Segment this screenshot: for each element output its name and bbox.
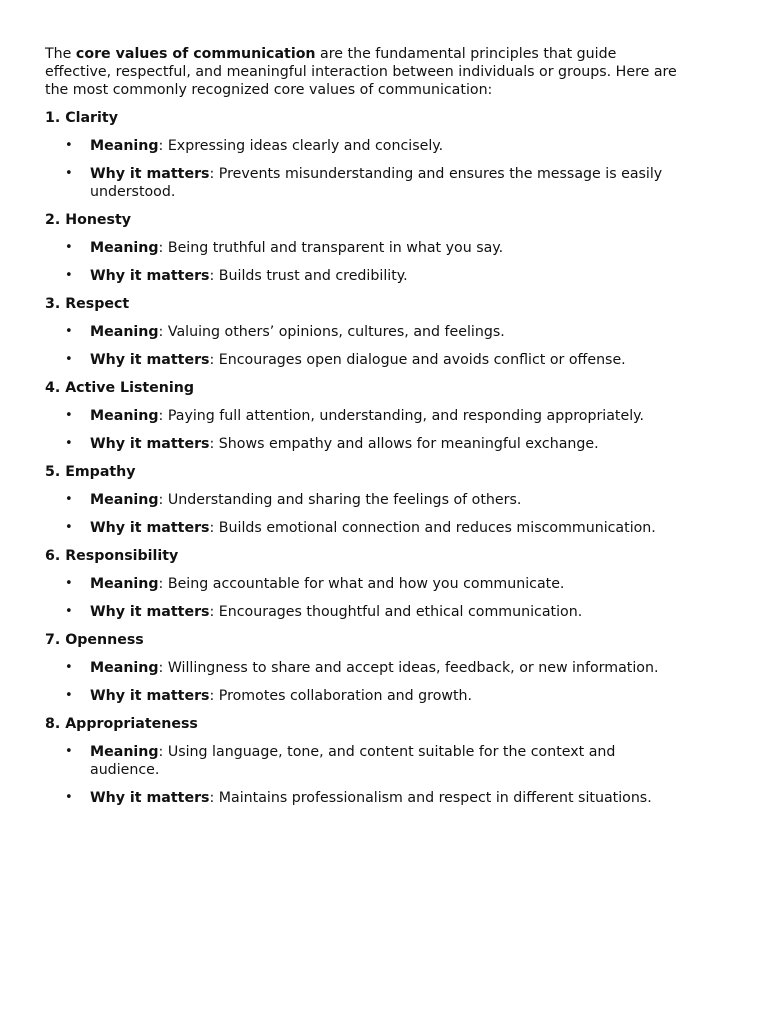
bullet-list: [45, 239, 685, 285]
value-section: [45, 109, 685, 201]
bullet-list: [45, 743, 685, 807]
item-text: : Paying full attention, understanding, and responding appropriately.: [158, 408, 645, 424]
value-section: [45, 295, 685, 369]
section-heading: 5. Empathy: [45, 464, 136, 480]
intro-bold-term: core values of communication: [75, 46, 316, 62]
value-section: [45, 547, 685, 621]
value-section: [45, 715, 685, 807]
list-item: [45, 659, 685, 677]
bullet-dot-icon: •: [65, 660, 73, 675]
item-label: Meaning: [90, 576, 159, 592]
bullet-dot-icon: •: [65, 268, 73, 283]
intro-suffix: are the fundamental principles that guide effective, respectful, and meaningful interaction between individuals or groups. Here are the most commonly recognized core values of communication:: [45, 46, 677, 98]
item-text: : Shows empathy and allows for meaningful exchange.: [209, 436, 599, 452]
item-text: : Prevents misunderstanding and ensures the message is easily understood.: [90, 166, 663, 200]
item-label: Meaning: [90, 240, 159, 256]
bullet-list: [45, 575, 685, 621]
document-body: [45, 45, 685, 817]
item-text: : Valuing others’ opinions, cultures, and feelings.: [158, 324, 505, 340]
bullet-dot-icon: •: [65, 352, 73, 367]
section-heading: 8. Appropriateness: [45, 716, 198, 732]
value-section: [45, 463, 685, 537]
list-item: [45, 519, 685, 537]
item-text: : Understanding and sharing the feelings of others.: [158, 492, 522, 508]
bullet-dot-icon: •: [65, 492, 73, 507]
bullet-list: [45, 491, 685, 537]
list-item: [45, 323, 685, 341]
bullet-dot-icon: •: [65, 324, 73, 339]
item-text: : Promotes collaboration and growth.: [209, 688, 473, 704]
item-label: Meaning: [90, 138, 159, 154]
bullet-dot-icon: •: [65, 408, 73, 423]
section-heading: 1. Clarity: [45, 110, 118, 126]
list-item: [45, 267, 685, 285]
bullet-list: [45, 407, 685, 453]
list-item: [45, 165, 685, 201]
section-heading: 6. Responsibility: [45, 548, 179, 564]
item-text: : Encourages thoughtful and ethical communication.: [209, 604, 583, 620]
list-item: [45, 789, 685, 807]
item-label: Meaning: [90, 660, 159, 676]
list-item: [45, 491, 685, 509]
item-label: Why it matters: [90, 790, 210, 806]
bullet-dot-icon: •: [65, 166, 73, 181]
list-item: [45, 137, 685, 155]
list-item: [45, 575, 685, 593]
intro-paragraph: [45, 45, 685, 99]
list-item: [45, 435, 685, 453]
bullet-dot-icon: •: [65, 240, 73, 255]
bullet-list: [45, 137, 685, 201]
item-label: Why it matters: [90, 436, 210, 452]
item-text: : Builds emotional connection and reduces miscommunication.: [209, 520, 656, 536]
item-label: Meaning: [90, 408, 159, 424]
item-label: Meaning: [90, 492, 159, 508]
item-label: Why it matters: [90, 688, 210, 704]
section-heading: 2. Honesty: [45, 212, 132, 228]
list-item: [45, 407, 685, 425]
item-label: Meaning: [90, 324, 159, 340]
item-text: : Maintains professionalism and respect in different situations.: [209, 790, 652, 806]
section-heading: 3. Respect: [45, 296, 130, 312]
value-section: [45, 211, 685, 285]
item-text: : Using language, tone, and content suitable for the context and audience.: [90, 744, 616, 778]
bullet-dot-icon: •: [65, 604, 73, 619]
list-item: [45, 603, 685, 621]
item-text: : Builds trust and credibility.: [209, 268, 408, 284]
list-item: [45, 351, 685, 369]
bullet-list: [45, 323, 685, 369]
list-item: [45, 239, 685, 257]
item-label: Why it matters: [90, 166, 210, 182]
item-label: Why it matters: [90, 520, 210, 536]
item-label: Why it matters: [90, 268, 210, 284]
bullet-dot-icon: •: [65, 436, 73, 451]
section-heading: 7. Openness: [45, 632, 144, 648]
section-heading: 4. Active Listening: [45, 380, 195, 396]
item-text: : Encourages open dialogue and avoids conflict or offense.: [209, 352, 626, 368]
bullet-dot-icon: •: [65, 744, 73, 759]
item-label: Meaning: [90, 744, 159, 760]
item-text: : Expressing ideas clearly and concisely.: [158, 138, 444, 154]
item-label: Why it matters: [90, 604, 210, 620]
value-section: [45, 631, 685, 705]
item-label: Why it matters: [90, 352, 210, 368]
bullet-dot-icon: •: [65, 790, 73, 805]
bullet-dot-icon: •: [65, 688, 73, 703]
bullet-dot-icon: •: [65, 138, 73, 153]
intro-prefix: The: [45, 46, 76, 62]
value-section: [45, 379, 685, 453]
item-text: : Being truthful and transparent in what you say.: [158, 240, 504, 256]
item-text: : Willingness to share and accept ideas, feedback, or new information.: [158, 660, 659, 676]
list-item: [45, 687, 685, 705]
bullet-list: [45, 659, 685, 705]
list-item: [45, 743, 685, 779]
core-values-list: [45, 109, 685, 807]
bullet-dot-icon: •: [65, 576, 73, 591]
item-text: : Being accountable for what and how you communicate.: [158, 576, 565, 592]
bullet-dot-icon: •: [65, 520, 73, 535]
